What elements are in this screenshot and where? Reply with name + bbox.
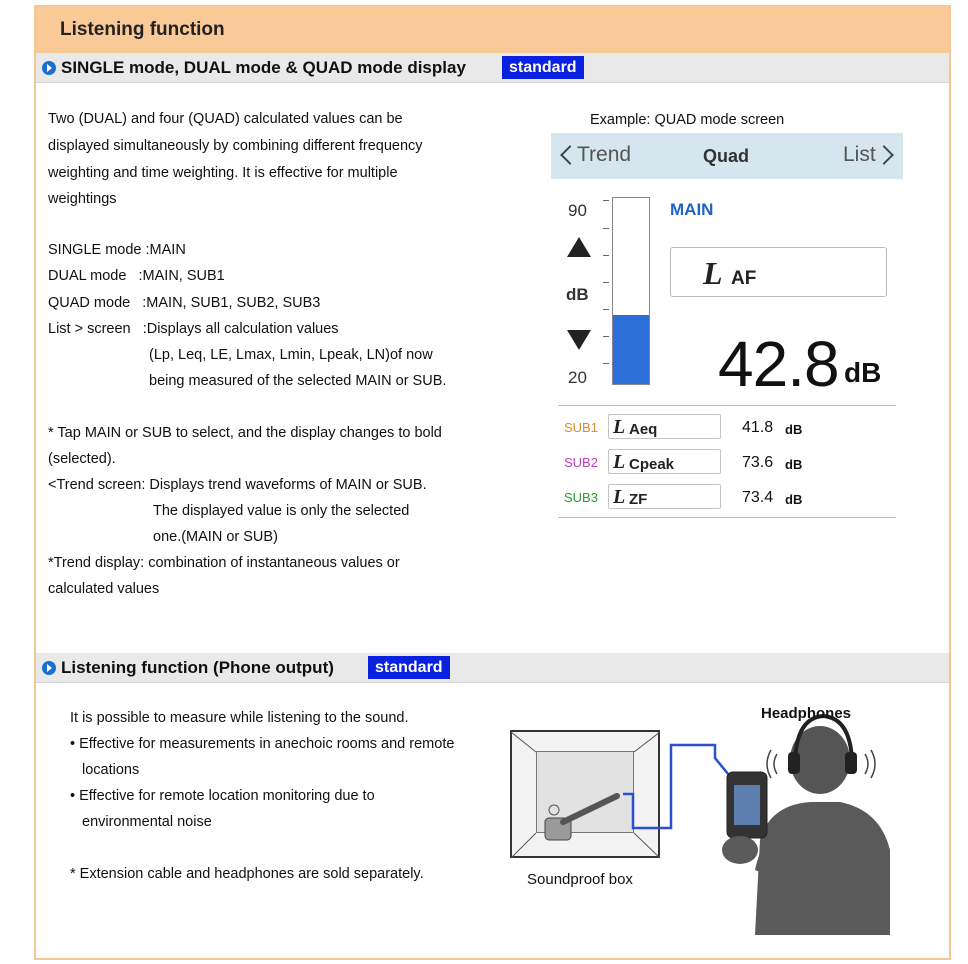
headphones-label: Headphones [761, 705, 852, 722]
section-header-listening [36, 653, 949, 683]
note-line: calculated values [48, 581, 160, 597]
chevron-right-icon [874, 145, 894, 165]
screen-caption: Example: QUAD mode screen [590, 112, 785, 128]
mode-line: List > screen :Displays all calculation values [48, 321, 339, 337]
main-value: 42.8 [718, 328, 839, 400]
scale-tick [603, 228, 609, 229]
scale-tick [603, 336, 609, 337]
divider [558, 405, 896, 406]
level-meter [612, 197, 650, 385]
listening-line: It is possible to measure while listening to the sound. [70, 710, 409, 726]
level-meter-fill [613, 315, 649, 384]
scale-tick [603, 309, 609, 310]
scale-tick [603, 282, 609, 283]
nav-list[interactable]: List [843, 143, 876, 166]
sub-measure-symbol: L [613, 486, 626, 508]
scale-tick [603, 255, 609, 256]
sub-measure-symbol: L [613, 451, 626, 473]
sub-measure-weighting: Cpeak [629, 456, 675, 473]
nav-trend[interactable]: Trend [577, 143, 632, 166]
play-bullet-icon [42, 661, 56, 675]
level-down-icon[interactable] [567, 330, 591, 350]
sub-unit: dB [785, 422, 803, 437]
section-header-display-modes [36, 53, 949, 83]
note-line: * Tap MAIN or SUB to select, and the display changes to bold [48, 425, 442, 441]
microphone-icon [545, 796, 617, 840]
play-bullet-icon [42, 61, 56, 75]
title-bar [36, 7, 949, 53]
intro-line: Two (DUAL) and four (QUAD) calculated values can be [48, 111, 403, 127]
sub-value: 73.6 [742, 454, 774, 471]
standard-badge: standard [502, 56, 584, 79]
intro-line: displayed simultaneously by combining different frequency [48, 138, 423, 154]
note-line: The displayed value is only the selected [153, 503, 410, 519]
mode-line: SINGLE mode :MAIN [48, 242, 186, 258]
page-title: Listening function [60, 19, 225, 40]
main-label[interactable]: MAIN [670, 200, 714, 219]
sub-value: 73.4 [742, 489, 774, 506]
intro-line: weightings [48, 191, 117, 207]
scale-unit: dB [566, 285, 589, 304]
note-line: <Trend screen: Displays trend waveforms of MAIN or SUB. [48, 477, 427, 493]
divider [558, 517, 896, 518]
soundproof-box-label: Soundproof box [527, 871, 633, 888]
note-line: one.(MAIN or SUB) [153, 529, 278, 545]
mode-line: DUAL mode :MAIN, SUB1 [48, 268, 225, 284]
mode-line: QUAD mode :MAIN, SUB1, SUB2, SUB3 [48, 295, 321, 311]
section-title: SINGLE mode, DUAL mode & QUAD mode display [61, 58, 466, 77]
sub-measure-box[interactable] [608, 414, 721, 439]
listening-line: environmental noise [82, 814, 212, 830]
sub-unit: dB [785, 492, 803, 507]
nav-quad: Quad [703, 146, 750, 166]
person-silhouette-icon [722, 726, 890, 935]
sub-measure-weighting: Aeq [629, 421, 658, 438]
main-measure-weighting: AF [731, 268, 757, 289]
sub-measure-box[interactable] [608, 449, 721, 474]
standard-badge: standard [368, 656, 450, 679]
scale-bottom: 20 [568, 368, 587, 387]
sub-measure-symbol: L [613, 416, 626, 438]
listening-line: • Effective for measurements in anechoic rooms and remote [70, 736, 455, 752]
sub-tag: SUB2 [564, 455, 598, 470]
listening-line: • Effective for remote location monitoring due to [70, 788, 375, 804]
mode-line: being measured of the selected MAIN or SUB. [149, 373, 447, 389]
note-line: (selected). [48, 451, 116, 467]
sub-measure-weighting: ZF [629, 491, 648, 508]
sub-tag: SUB3 [564, 490, 598, 505]
listening-line: locations [82, 762, 140, 778]
scale-tick [603, 363, 609, 364]
sub-unit: dB [785, 457, 803, 472]
scale-top: 90 [568, 201, 587, 220]
sub-value: 41.8 [742, 419, 774, 436]
main-measure-box[interactable] [670, 247, 887, 297]
footnote: * Extension cable and headphones are sold separately. [70, 866, 424, 882]
screen-nav-bar [551, 133, 903, 179]
note-line: *Trend display: combination of instantaneous values or [48, 555, 400, 571]
sub-tag: SUB1 [564, 420, 598, 435]
sub-measure-box[interactable] [608, 484, 721, 509]
intro-line: weighting and time weighting. It is effective for multiple [48, 165, 398, 181]
mode-line: (Lp, Leq, LE, Lmax, Lmin, Lpeak, LN)of now [149, 347, 433, 363]
scale-tick [603, 200, 609, 201]
level-up-icon[interactable] [567, 237, 591, 257]
section-title: Listening function (Phone output) [61, 658, 334, 677]
extension-cable [623, 745, 733, 828]
main-measure-symbol: L [703, 255, 723, 291]
listening-illustration [505, 690, 905, 935]
main-unit: dB [844, 357, 882, 388]
